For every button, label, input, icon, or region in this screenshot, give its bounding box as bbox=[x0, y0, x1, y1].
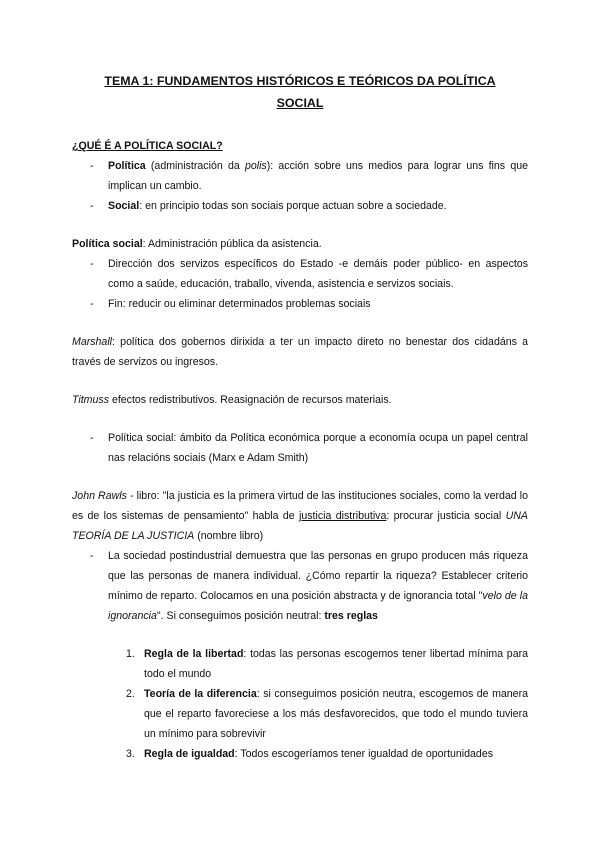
economia-list bbox=[72, 428, 528, 468]
bold-term: tres reglas bbox=[324, 610, 378, 622]
author-name: John Rawls bbox=[72, 490, 127, 502]
author-name: Marshall bbox=[72, 336, 113, 348]
term: Social bbox=[108, 200, 140, 212]
text: ". Si conseguimos posición neutral: bbox=[156, 610, 325, 622]
title-line-2: SOCIAL bbox=[276, 96, 324, 110]
text: (nombre libro) bbox=[194, 530, 264, 542]
rawls-list bbox=[72, 546, 528, 626]
text: - libro: "la justicia es la primera virtud de las instituciones sociales, como la verdad lo es de los sistemas de pensamiento" habla de bbox=[72, 490, 528, 522]
italic-term: velo de la ignorancia bbox=[108, 590, 528, 622]
paragraph-rawls bbox=[72, 486, 528, 546]
list-item bbox=[108, 546, 528, 626]
rule-number: 1. bbox=[126, 648, 135, 660]
rule-text: : si conseguimos posición neutra, escogemos de manera que el reparto favoreciese a los más desfavorecidos, que todo el mundo tuviera un mínimo para sobrevivir bbox=[144, 688, 528, 740]
rule-item bbox=[126, 744, 528, 764]
definition-list bbox=[72, 156, 528, 216]
rules-list bbox=[72, 644, 528, 764]
paragraph-marshall bbox=[72, 332, 528, 372]
italic-term: polis bbox=[244, 160, 267, 172]
rule-term: Regla de la libertad bbox=[144, 648, 244, 660]
underlined-term: justicia distributiva bbox=[299, 510, 387, 522]
paragraph-titmuss bbox=[72, 390, 528, 410]
term: Política bbox=[108, 160, 146, 172]
rule-number: 2. bbox=[126, 688, 135, 700]
text: ): acción sobre uns medios para lograr uns fins que implican un cambio. bbox=[108, 160, 528, 192]
rule-term: Regla de igualdad bbox=[144, 748, 235, 760]
book-title: UNA TEORÍA DE LA JUSTICIA bbox=[72, 510, 528, 542]
rule-number: 3. bbox=[126, 748, 135, 760]
text: (administración da bbox=[145, 160, 245, 172]
politica-social-list bbox=[72, 254, 528, 314]
text: : política dos gobernos dirixida a ter un impacto direto no benestar dos cidadáns a través de servizos ou ingresos. bbox=[72, 336, 528, 368]
document-title bbox=[100, 70, 500, 114]
text: : Administración pública da asistencia. bbox=[142, 238, 322, 250]
rule-text: : todas las personas escogemos tener libertad mínima para todo el mundo bbox=[144, 648, 529, 680]
rule-text: : Todos escogeríamos tener igualdad de oportunidades bbox=[234, 748, 494, 760]
list-item: - Fin: reducir ou eliminar determinados problemas sociais bbox=[108, 294, 528, 314]
list-item: - Dirección dos servizos específicos do Estado -e demáis poder público- en aspectos como a saúde, educación, traballo, vivenda, asistencia e servizos sociais. bbox=[108, 254, 528, 294]
text: : en principio todas son sociais porque actuan sobre a sociedade. bbox=[139, 200, 447, 212]
rule-item bbox=[126, 644, 529, 684]
term: Política social bbox=[72, 238, 143, 250]
list-item-social bbox=[108, 196, 528, 216]
text: efectos redistributivos. Reasignación de recursos materiais. bbox=[109, 394, 392, 406]
text: La sociedad postindustrial demuestra que las personas en grupo producen más riqueza que las personas de manera individual. ¿Cómo repartir la riqueza? Establecer criterio mínimo de reparto. Colocamos en una posición abstracta y de ignorancia total " bbox=[108, 550, 528, 602]
rule-term: Teoría de la diferencia bbox=[144, 688, 257, 700]
paragraph-politica-social bbox=[72, 234, 528, 254]
list-item: - Política social: ámbito da Política económica porque a economía ocupa un papel central nas relacións sociais (Marx e Adam Smith) bbox=[108, 428, 528, 468]
section-heading-que-e: ¿QUÉ É A POLÍTICA SOCIAL? bbox=[72, 140, 223, 152]
author-name: Titmuss bbox=[72, 394, 109, 406]
text: : procurar justicia social bbox=[386, 510, 506, 522]
title-line-1: TEMA 1: FUNDAMENTOS HISTÓRICOS E TEÓRICOS DA POLÍTICA bbox=[104, 74, 496, 88]
list-item-politica bbox=[108, 156, 528, 196]
rule-item bbox=[126, 684, 528, 744]
